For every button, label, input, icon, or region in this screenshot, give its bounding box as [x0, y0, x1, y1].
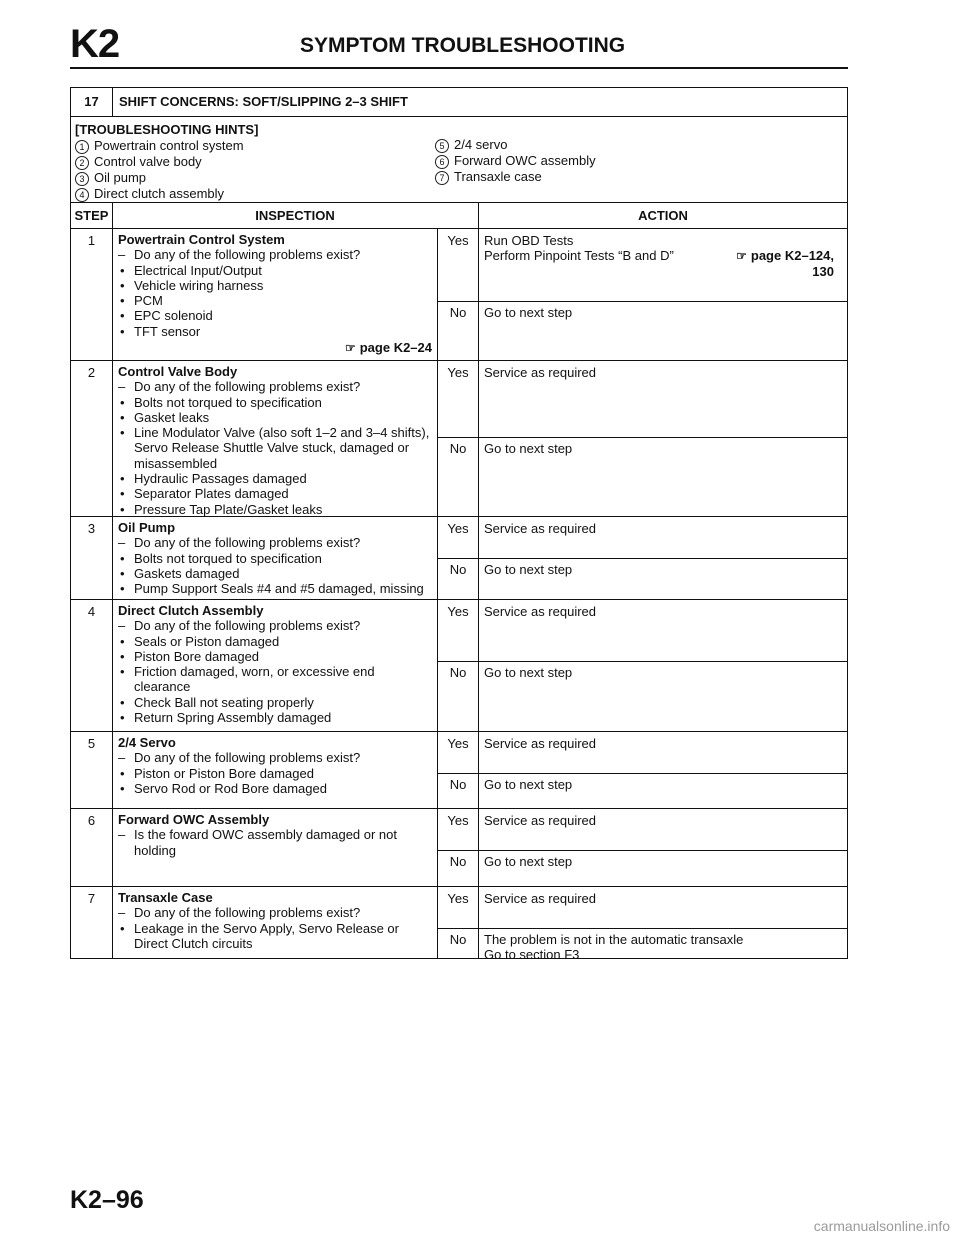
action-text: Go to next step [484, 305, 573, 320]
answer-yes: Yes [447, 891, 469, 906]
page-number: K2–96 [70, 1186, 144, 1214]
inspection-cell [118, 812, 432, 858]
inspection-item: • Check Ball not seating properly [118, 695, 432, 710]
page-title: SYMPTOM TROUBLESHOOTING [300, 34, 626, 57]
step-row [71, 808, 847, 886]
step-number: 4 [87, 604, 96, 619]
action-text: Service as required [484, 604, 596, 619]
inspection-item: • Servo Rod or Rod Bore damaged [118, 781, 432, 796]
inspection-item: • Line Modulator Valve (also soft 1–2 and 3–4 shifts), Servo Release Shuttle Valve stuck, damaged or misassembled [118, 425, 432, 471]
concern-number: 17 [71, 88, 113, 116]
circled-number-icon: 2 [75, 156, 89, 170]
inspection-title: Control Valve Body [118, 364, 238, 379]
inspection-item: • Leakage in the Servo Apply, Servo Release or Direct Clutch circuits [118, 921, 432, 952]
hint-item [435, 169, 596, 185]
column-divider [112, 887, 113, 958]
column-header-action: ACTION [638, 208, 688, 223]
action-yes [484, 521, 842, 536]
hints-column-2 [435, 137, 596, 185]
pointing-hand-icon: ☞ [736, 249, 747, 263]
action-no [484, 441, 842, 456]
column-header-step: STEP [74, 208, 109, 223]
action-no [484, 665, 842, 680]
inspection-title: Direct Clutch Assembly [118, 603, 264, 618]
inspection-item: • Vehicle wiring harness [118, 278, 432, 293]
inspection-title: Transaxle Case [118, 890, 213, 905]
answer-no: No [449, 777, 467, 792]
inspection-title: Forward OWC Assembly [118, 812, 270, 827]
action-text: Service as required [484, 736, 596, 751]
step-row [71, 731, 847, 808]
step-number: 3 [87, 521, 96, 536]
inspection-cell [118, 603, 432, 725]
hint-text: Forward OWC assembly [454, 153, 596, 168]
inspection-item: • Pressure Tap Plate/Gasket leaks [118, 502, 432, 517]
step-number: 6 [87, 813, 96, 828]
inspection-question: – Do any of the following problems exist? [118, 905, 432, 920]
action-reference-text: 130 [812, 264, 834, 280]
step-number: 7 [87, 891, 96, 906]
step-row [71, 516, 847, 599]
answer-yes: Yes [447, 813, 469, 828]
inspection-item: • Bolts not torqued to specification [118, 395, 432, 410]
inspection-item: • Separator Plates damaged [118, 486, 432, 501]
column-divider [478, 229, 479, 360]
answer-yes: Yes [447, 233, 469, 248]
hints-title: [TROUBLESHOOTING HINTS] [75, 122, 259, 137]
concern-title: SHIFT CONCERNS: SOFT/SLIPPING 2–3 SHIFT [119, 94, 408, 109]
step-row [71, 886, 847, 963]
troubleshooting-hints [71, 117, 847, 202]
circled-number-icon: 7 [435, 171, 449, 185]
action-yes [484, 604, 842, 619]
hint-text: Direct clutch assembly [94, 185, 225, 201]
hint-item [435, 153, 596, 169]
hint-text: Oil pump [94, 169, 147, 185]
inspection-item: • Piston Bore damaged [118, 649, 432, 664]
hints-row [71, 116, 847, 202]
answer-no: No [449, 854, 467, 869]
hint-text: Transaxle case [454, 169, 542, 184]
action-text: Service as required [484, 521, 596, 536]
column-divider [112, 809, 113, 886]
hint-text: 2/4 servo [454, 137, 508, 152]
inspection-cell [118, 890, 432, 951]
answer-no: No [449, 441, 467, 456]
inspection-cell [118, 735, 432, 796]
watermark: carmanualsonline.info [813, 1218, 950, 1234]
answer-yes: Yes [447, 365, 469, 380]
inspection-cell [118, 364, 432, 517]
inspection-question: – Do any of the following problems exist? [118, 535, 432, 550]
concern-row [71, 88, 847, 116]
yes-no-divider [437, 558, 847, 559]
hint-text: Powertrain control system [94, 137, 244, 153]
inspection-question: – Do any of the following problems exist? [118, 618, 432, 633]
section-code: K2 [70, 22, 120, 66]
page-reference-text: page K2–24 [359, 340, 432, 356]
action-text: Go to next step [484, 854, 573, 869]
action-reference-line [736, 248, 834, 264]
inspection-item: • Hydraulic Passages damaged [118, 471, 432, 486]
yes-no-divider [437, 661, 847, 662]
action-text: Service as required [484, 891, 596, 906]
answer-no: No [449, 305, 467, 320]
hint-text: Control valve body [94, 153, 202, 169]
action-yes [484, 813, 842, 828]
inspection-question: – Is the foward OWC assembly damaged or not holding [118, 827, 432, 858]
column-divider [112, 732, 113, 808]
column-divider [112, 600, 113, 731]
inspection-question: – Do any of the following problems exist? [118, 750, 432, 765]
inspection-item: • Seals or Piston damaged [118, 634, 432, 649]
inspection-item: • Friction damaged, worn, or excessive end clearance [118, 664, 432, 695]
action-text: Go to next step [484, 562, 573, 577]
action-no [484, 305, 842, 320]
action-yes [484, 736, 842, 751]
action-no [484, 932, 842, 963]
step-row [71, 599, 847, 731]
inspection-item: • TFT sensor [118, 324, 432, 339]
circled-number-icon: 4 [75, 188, 89, 202]
inspection-question: – Do any of the following problems exist? [118, 247, 432, 262]
yes-no-divider [437, 850, 847, 851]
action-text: Go to next step [484, 665, 573, 680]
answer-no: No [449, 665, 467, 680]
inspection-item: • Gasket leaks [118, 410, 432, 425]
circled-number-icon: 5 [435, 139, 449, 153]
column-divider [478, 361, 479, 516]
yes-no-divider [437, 301, 847, 302]
inspection-cell [118, 232, 432, 356]
circled-number-icon: 6 [435, 155, 449, 169]
step-number: 5 [87, 736, 96, 751]
action-no [484, 562, 842, 577]
page-reference [118, 340, 432, 356]
action-text: Go to next step [484, 441, 573, 456]
column-header-row [71, 202, 847, 228]
action-text: Go to next step [484, 777, 573, 792]
inspection-item: • Pump Support Seals #4 and #5 damaged, missing [118, 581, 432, 596]
column-divider [437, 361, 438, 516]
inspection-cell [118, 520, 432, 596]
column-divider [112, 517, 113, 599]
circled-number-icon: 3 [75, 172, 89, 186]
action-text: Run OBD Tests [484, 233, 574, 248]
action-no [484, 854, 842, 869]
inspection-item: • Gaskets damaged [118, 566, 432, 581]
step-row [71, 228, 847, 360]
answer-no: No [449, 562, 467, 577]
pointing-hand-icon: ☞ [344, 341, 356, 356]
action-yes [484, 233, 842, 280]
circled-number-icon: 1 [75, 140, 89, 154]
header-rule [70, 67, 848, 69]
column-header-inspection: INSPECTION [255, 208, 335, 223]
inspection-title: 2/4 Servo [118, 735, 176, 750]
inspection-title: Oil Pump [118, 520, 176, 535]
step-number: 1 [87, 233, 96, 248]
answer-yes: Yes [447, 604, 469, 619]
action-text: Service as required [484, 365, 596, 380]
hint-item [435, 137, 596, 153]
column-divider [437, 229, 438, 360]
inspection-item: • Return Spring Assembly damaged [118, 710, 432, 725]
yes-no-divider [437, 773, 847, 774]
action-yes [484, 891, 842, 906]
action-text: Go to section F3 [484, 947, 580, 963]
inspection-title: Powertrain Control System [118, 232, 285, 247]
action-text: The problem is not in the automatic transaxle [484, 932, 744, 947]
action-text: Service as required [484, 813, 596, 828]
inspection-item: • Piston or Piston Bore damaged [118, 766, 432, 781]
inspection-item: • Bolts not torqued to specification [118, 551, 432, 566]
troubleshooting-table [70, 87, 848, 963]
inspection-item: • Electrical Input/Output [118, 263, 432, 278]
answer-no: No [449, 932, 467, 947]
answer-yes: Yes [447, 521, 469, 536]
step-number: 2 [87, 365, 96, 380]
step-row [71, 360, 847, 516]
inspection-item: • PCM [118, 293, 432, 308]
answer-yes: Yes [447, 736, 469, 751]
action-reference-text: page K2–124, [750, 248, 834, 263]
column-divider [112, 229, 113, 360]
action-page-reference [736, 248, 834, 280]
column-divider [112, 361, 113, 516]
yes-no-divider [437, 437, 847, 438]
inspection-question: – Do any of the following problems exist? [118, 379, 432, 394]
action-no [484, 777, 842, 792]
hint-item [75, 186, 847, 202]
yes-no-divider [437, 928, 847, 929]
inspection-item: • EPC solenoid [118, 308, 432, 323]
action-yes [484, 365, 842, 380]
action-text: Perform Pinpoint Tests “B and D” [484, 248, 674, 264]
